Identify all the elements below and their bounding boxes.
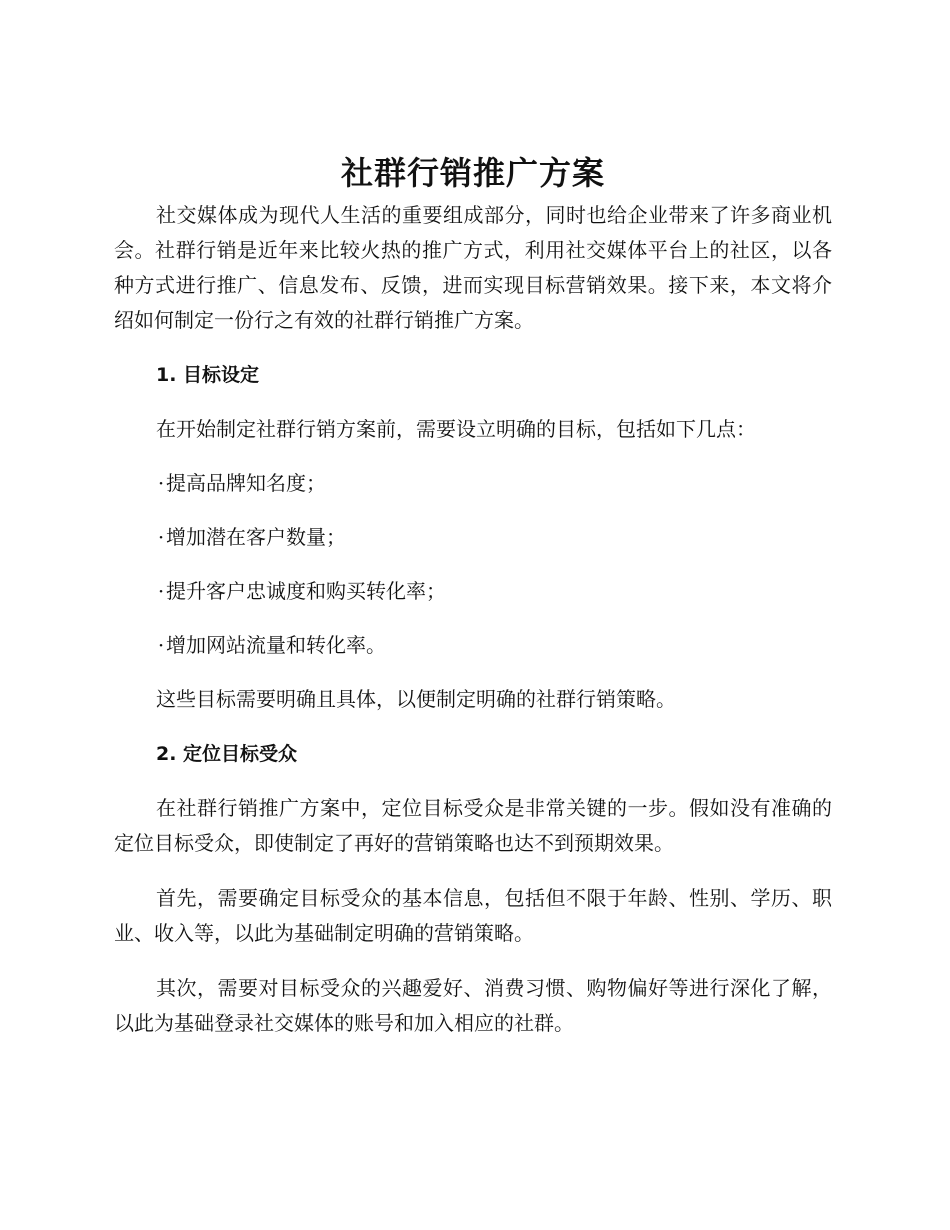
list-item-text: 增加网站流量和转化率。 bbox=[166, 633, 386, 657]
intro-paragraph: 社交媒体成为现代人生活的重要组成部分，同时也给企业带来了许多商业机会。社群行销是近年来比较火热的推广方式，利用社交媒体平台上的社区，以各种方式进行推广、信息发布、反馈，进而实现目标营销效果。接下来，本文将介绍如何制定一份行之有效的社群行销推广方案。 bbox=[114, 203, 832, 332]
list-item-text: 提升客户忠诚度和购买转化率； bbox=[166, 579, 446, 603]
list-item-text: 提高品牌知名度； bbox=[166, 471, 326, 495]
list-item bbox=[114, 574, 832, 609]
section-1-heading: 1. 目标设定 bbox=[156, 364, 260, 386]
section-1-closing: 这些目标需要明确且具体，以便制定明确的社群行销策略。 bbox=[156, 687, 676, 711]
list-item bbox=[114, 520, 832, 555]
section-2-heading: 2. 定位目标受众 bbox=[156, 743, 298, 765]
bullet-marker: · bbox=[157, 633, 165, 657]
bullet-marker: · bbox=[157, 579, 165, 603]
document-title: 社群行销推广方案 bbox=[340, 154, 605, 192]
section-2-paragraph: 在社群行销推广方案中，定位目标受众是非常关键的一步。假如没有准确的定位目标受众，即使制定了再好的营销策略也达不到预期效果。 bbox=[114, 796, 832, 855]
section-2-paragraph: 其次，需要对目标受众的兴趣爱好、消费习惯、购物偏好等进行深化了解，以此为基础登录社交媒体的账号和加入相应的社群。 bbox=[114, 976, 832, 1035]
bullet-marker: · bbox=[157, 471, 165, 495]
list-item-text: 增加潜在客户数量； bbox=[166, 525, 346, 549]
bullet-marker: · bbox=[157, 525, 165, 549]
section-1-lead: 在开始制定社群行销方案前，需要设立明确的目标，包括如下几点： bbox=[156, 417, 756, 441]
list-item bbox=[114, 628, 832, 663]
list-item bbox=[114, 466, 832, 501]
section-2-paragraph: 首先，需要确定目标受众的基本信息，包括但不限于年龄、性别、学历、职业、收入等，以此为基础制定明确的营销策略。 bbox=[114, 886, 832, 945]
